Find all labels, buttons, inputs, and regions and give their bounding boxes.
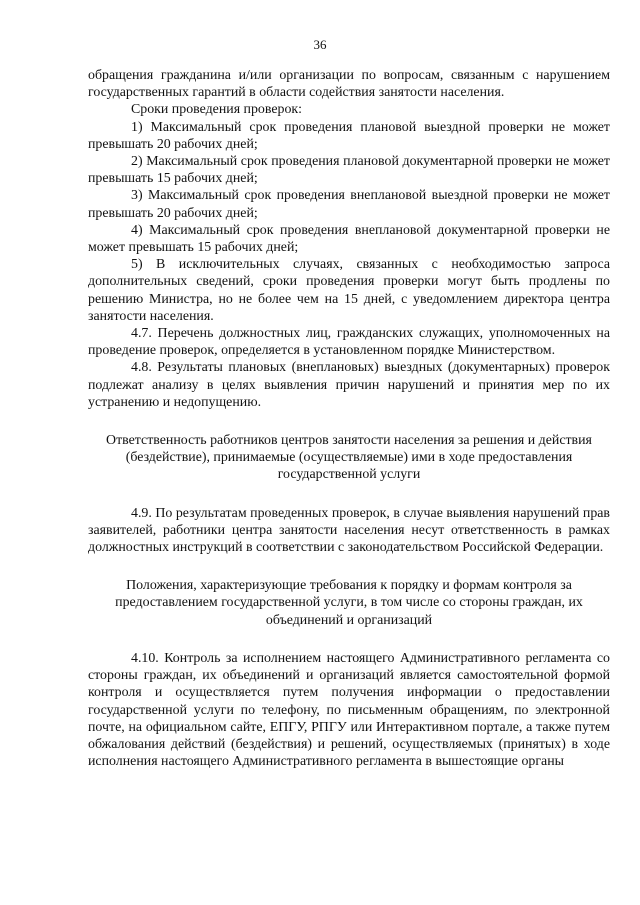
section-heading: Ответственность работников центров занятости населения за решения и действия (бездействие), принимаемые (осуществляемые) ими в ходе предоставления государственной услуги <box>106 433 592 483</box>
page-number: 36 <box>313 37 327 52</box>
paragraph: Сроки проведения проверок: <box>131 102 303 118</box>
paragraph: обращения гражданина и/или организации по вопросам, связанным с нарушением государственных гарантий в области содействия занятости населения. <box>88 68 610 101</box>
paragraph: 4.10. Контроль за исполнением настоящего Административного регламента со стороны граждан, их объединений и организаций является самостоятельной формой контроля и осуществляется путем получения информации о предоставлении государственной услуги по телефону, по письменным обращениям, по электронной почте, на официальном сайте, ЕПГУ, РПГУ или Интерактивном портале, а также путем обжалования действий (бездействия) и решений, осуществляемых (принятых) в ходе исполнения настоящего Административного регламента в вышестоящие органы <box>88 650 610 770</box>
list-item: 4) Максимальный срок проведения внеплановой документарной проверки не может превышать 15 рабочих дней; <box>88 222 610 256</box>
section-heading: Положения, характеризующие требования к порядку и формам контроля за предоставлением государственной услуги, в том числе со стороны граждан, их объединений и организаций <box>115 578 583 628</box>
document-body <box>88 67 610 770</box>
list-item: 1) Максимальный срок проведения плановой выездной проверки не может превышать 20 рабочих дней; <box>88 119 610 152</box>
paragraph: 4.8. Результаты плановых (внеплановых) выездных (документарных) проверок подлежат анализу в целях выявления причин нарушений и принятия мер по их устранению и недопущению. <box>88 360 610 410</box>
paragraph: 4.9. По результатам проведенных проверок, в случае выявления нарушений прав заявителей, работники центра занятости населения несут ответственность в рамках должностных инструкций в соответствии с законодательством Российской Федерации. <box>88 505 610 556</box>
paragraph: 4.7. Перечень должностных лиц, гражданских служащих, уполномоченных на проведение проверок, определяется в установленном порядке Министерством. <box>88 326 610 359</box>
list-item: 3) Максимальный срок проведения внеплановой выездной проверки не может превышать 20 рабочих дней; <box>88 188 610 221</box>
list-item: 2) Максимальный срок проведения плановой документарной проверки не может превышать 15 рабочих дней; <box>88 154 610 187</box>
list-item: 5) В исключительных случаях, связанных с необходимостью запроса дополнительных сведений, сроки проведения проверки могут быть продлены по решению Министра, но не более чем на 15 дней, с уведомлением директора центра занятости населения. <box>88 257 610 324</box>
